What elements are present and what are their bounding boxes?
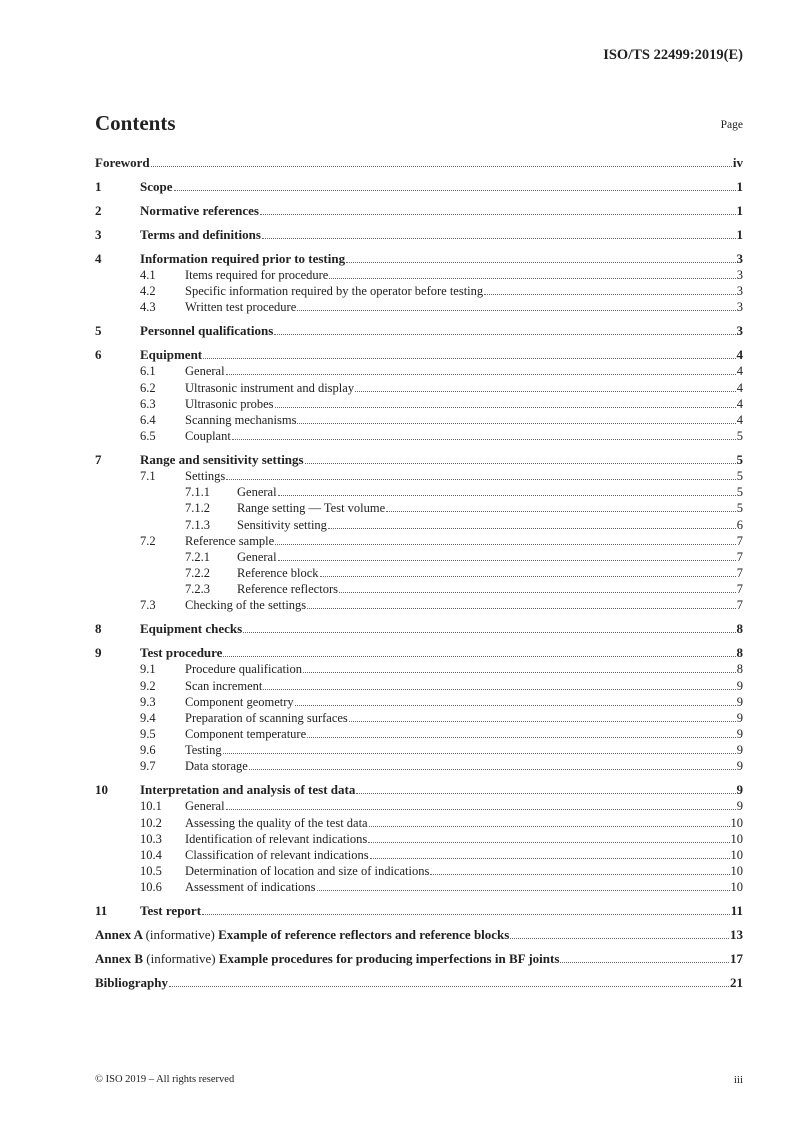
toc-entry-title: Preparation of scanning surfaces [185, 710, 348, 725]
toc-entry-page: 10 [730, 831, 743, 846]
toc-entry[interactable] [95, 847, 743, 863]
toc-entry-title: Normative references [140, 202, 259, 218]
toc-entry[interactable] [95, 742, 743, 758]
toc-entry-page: 4 [736, 347, 743, 363]
dot-leader [328, 527, 736, 529]
toc-entry-number: 11 [95, 903, 108, 919]
dot-leader [355, 390, 736, 392]
toc-entry-number: 9.4 [140, 710, 156, 725]
dot-leader [169, 985, 729, 987]
toc-entry-page: 8 [736, 662, 743, 677]
dot-leader [226, 373, 736, 375]
toc-entry-title: Assessing the quality of the test data [185, 815, 368, 830]
toc-entry-page: 1 [736, 226, 743, 242]
toc-entry-page: 5 [736, 501, 743, 516]
dot-leader [484, 293, 736, 295]
toc-entry[interactable] [95, 975, 743, 991]
toc-entry-number: 7.2.3 [185, 582, 210, 597]
toc-entry[interactable] [95, 452, 743, 468]
toc-entry-title: Items required for procedure [185, 268, 329, 283]
toc-entry-title [95, 927, 509, 943]
toc-entry[interactable] [95, 396, 743, 412]
toc-entry[interactable] [95, 299, 743, 315]
dot-leader [320, 575, 736, 577]
toc-entry[interactable] [95, 283, 743, 299]
toc-entry-number: 7.1.3 [185, 517, 210, 532]
toc-entry-page: 8 [736, 621, 743, 637]
dot-leader [226, 808, 736, 810]
dot-leader [243, 631, 735, 633]
toc-entry-number: 6 [95, 347, 102, 363]
toc-entry[interactable] [95, 203, 743, 219]
dot-leader [368, 841, 729, 843]
toc-entry[interactable] [95, 323, 743, 339]
toc-entry-title: Reference reflectors [237, 582, 338, 597]
toc-entry-page: 8 [736, 645, 743, 661]
toc-entry-number: 8 [95, 621, 102, 637]
toc-entry-number: 9.7 [140, 759, 156, 774]
toc-entry-page: 1 [736, 202, 743, 218]
dot-leader [174, 189, 736, 191]
dot-leader [249, 768, 736, 770]
toc-entry-number: 4.3 [140, 300, 156, 315]
toc-entry-number: 6.4 [140, 412, 156, 427]
toc-entry-title: Testing [185, 743, 222, 758]
dot-leader [510, 937, 729, 939]
toc-entry[interactable] [95, 661, 743, 677]
toc-entry-page: 13 [730, 927, 743, 943]
toc-entry-title: Sensitivity setting [237, 517, 327, 532]
toc-entry[interactable] [95, 726, 743, 742]
toc-entry-number: 7.1.1 [185, 485, 210, 500]
dot-leader [317, 889, 730, 891]
toc-entry-page: 21 [730, 975, 743, 990]
toc-entry-number: 4.1 [140, 268, 156, 283]
toc-entry-title: Range setting — Test volume [237, 501, 386, 516]
toc-entry-page: 3 [736, 323, 743, 339]
toc-entry-title: Terms and definitions [140, 226, 261, 242]
toc-entry-title: Determination of location and size of indications [185, 863, 430, 878]
toc-entry-number: 5 [95, 323, 102, 339]
toc-entry[interactable] [95, 710, 743, 726]
annex-label: Annex A [95, 927, 143, 943]
toc-entry-title: Scope [140, 178, 173, 194]
toc-entry[interactable] [95, 517, 743, 533]
toc-entry-title: Scanning mechanisms [185, 412, 297, 427]
annex-label: Annex B [95, 951, 144, 967]
toc-entry-number: 7 [95, 452, 102, 468]
toc-entry-page: 3 [736, 268, 743, 283]
toc-entry-page: iv [732, 155, 743, 170]
toc-entry-number: 6.3 [140, 396, 156, 411]
toc-entry-title: Equipment [140, 347, 203, 363]
toc-entry-number: 7.2.2 [185, 566, 210, 580]
toc-entry-title: Foreword [95, 155, 150, 170]
toc-entry-page: 11 [730, 903, 743, 919]
toc-entry[interactable] [95, 468, 743, 484]
toc-entry-number: 9.2 [140, 678, 156, 693]
toc-entry-page: 3 [736, 300, 743, 315]
toc-entry-page: 17 [730, 951, 743, 967]
toc-entry-number: 10 [95, 782, 108, 798]
toc-entry-page: 4 [736, 380, 743, 395]
toc-entry-page: 9 [736, 743, 743, 758]
toc-entry-title [95, 951, 559, 967]
toc-entry-page: 9 [736, 710, 743, 725]
toc-entry[interactable] [95, 179, 743, 195]
toc-entry-number: 7.3 [140, 598, 156, 613]
toc-entry-number: 10.6 [140, 880, 162, 895]
toc-entry-title: Written test procedure [185, 300, 297, 315]
toc-entry[interactable] [95, 428, 743, 444]
toc-entry-number: 6.5 [140, 429, 156, 444]
toc-entry-number: 9.6 [140, 743, 156, 758]
toc-entry-title: General [185, 799, 225, 814]
toc-entry-title: Procedure qualification [185, 662, 302, 677]
dot-leader [223, 752, 736, 754]
toc-entry-title: Test report [140, 903, 202, 919]
toc-entry[interactable] [95, 500, 743, 516]
toc-entry-page: 5 [736, 429, 743, 444]
dot-leader [295, 704, 736, 706]
toc-entry-page: 4 [736, 396, 743, 411]
toc-entry[interactable] [95, 533, 743, 549]
toc-entry-number: 9.3 [140, 694, 156, 709]
toc-entry-title: General [237, 549, 277, 564]
dot-leader [262, 237, 736, 239]
toc-entry[interactable] [95, 951, 743, 967]
toc-entry-page: 5 [736, 469, 743, 484]
copyright-notice: © ISO 2019 – All rights reserved [95, 1074, 235, 1085]
toc-entry-number: 9.5 [140, 726, 156, 741]
toc-entry-number: 10.3 [140, 831, 162, 846]
toc-entry[interactable] [95, 798, 743, 814]
toc-entry-title: Bibliography [95, 975, 168, 990]
toc-entry[interactable] [95, 831, 743, 847]
toc-entry-title: Test procedure [140, 645, 223, 661]
toc-entry-page: 10 [730, 880, 743, 895]
toc-entry-page: 10 [730, 847, 743, 862]
dot-leader [297, 309, 735, 311]
toc-entry-number: 9.1 [140, 662, 156, 677]
dot-leader [278, 559, 736, 561]
document-id: ISO/TS 22499:2019(E) [603, 47, 743, 63]
page-title: Contents [95, 111, 176, 135]
page-column-label: Page [720, 119, 743, 131]
annex-title: Example of reference reflectors and reference blocks [218, 927, 510, 943]
dot-leader [226, 478, 735, 480]
toc-entry-page: 7 [736, 598, 743, 613]
toc-entry-number: 7.1.2 [185, 501, 210, 516]
toc-entry-number: 9 [95, 645, 102, 661]
dot-leader [560, 961, 729, 963]
toc-entry-page: 9 [736, 678, 743, 693]
toc-entry-title: Reference sample [185, 533, 275, 548]
toc-entry-number: 10.4 [140, 847, 162, 862]
toc-entry-page: 6 [736, 517, 743, 532]
toc-entry[interactable] [95, 863, 743, 879]
toc-entry-title: Component temperature [185, 726, 307, 741]
toc-entry[interactable] [95, 412, 743, 428]
toc-entry[interactable] [95, 782, 743, 798]
toc-entry-page: 5 [736, 452, 743, 468]
toc-entry[interactable] [95, 267, 743, 283]
toc-entry-page: 9 [736, 759, 743, 774]
dot-leader [223, 655, 735, 657]
toc-entry[interactable] [95, 565, 743, 581]
dot-leader [386, 510, 736, 512]
dot-leader [232, 438, 736, 440]
toc-entry-title: General [237, 485, 277, 500]
toc-entry-page: 9 [736, 726, 743, 741]
toc-entry-page: 7 [736, 566, 743, 580]
toc-entry[interactable] [95, 621, 743, 637]
annex-title: Example procedures for producing imperfections in BF joints [218, 951, 560, 967]
dot-leader [329, 277, 735, 279]
toc-entry[interactable] [95, 645, 743, 661]
toc-entry-number: 6.1 [140, 364, 156, 379]
toc-entry-title: Reference block [237, 566, 319, 580]
toc-entry-number: 10.2 [140, 815, 162, 830]
toc-entry-title: Classification of relevant indications [185, 847, 369, 862]
toc-entry[interactable] [95, 155, 743, 171]
toc-entry[interactable] [95, 347, 743, 363]
toc-entry-number: 6.2 [140, 380, 156, 395]
toc-entry-number: 1 [95, 178, 102, 194]
toc-entry-title: Personnel qualifications [140, 323, 274, 339]
toc-entry-number: 7.2.1 [185, 549, 210, 564]
table-of-contents [95, 155, 743, 991]
toc-entry-number: 7.2 [140, 533, 156, 548]
toc-entry[interactable] [95, 597, 743, 613]
toc-entry-page: 3 [736, 284, 743, 299]
toc-entry-title: Scan increment [185, 678, 263, 693]
toc-entry-page: 9 [736, 799, 743, 814]
toc-entry[interactable] [95, 927, 743, 943]
toc-entry-number: 10.5 [140, 863, 162, 878]
dot-leader [370, 857, 730, 859]
toc-entry-page: 7 [736, 582, 743, 597]
toc-entry-title: Component geometry [185, 694, 294, 709]
dot-leader [307, 736, 736, 738]
toc-entry-title: Range and sensitivity settings [140, 452, 304, 468]
toc-entry[interactable] [95, 903, 743, 919]
dot-leader [275, 543, 736, 545]
dot-leader [202, 913, 730, 915]
dot-leader [151, 165, 732, 167]
dot-leader [349, 720, 736, 722]
toc-entry[interactable] [95, 380, 743, 396]
toc-entry-title: Specific information required by the operator before testing [185, 284, 484, 299]
toc-entry-number: 4.2 [140, 284, 156, 299]
toc-entry-title: Data storage [185, 759, 248, 774]
dot-leader [307, 607, 736, 609]
toc-entry-title: Couplant [185, 429, 231, 444]
toc-entry-title: Assessment of indications [185, 880, 316, 895]
toc-entry-page: 10 [730, 815, 743, 830]
toc-entry[interactable] [95, 879, 743, 895]
dot-leader [275, 406, 736, 408]
toc-entry-number: 3 [95, 226, 102, 242]
toc-entry-title: Identification of relevant indications [185, 831, 368, 846]
toc-entry[interactable] [95, 484, 743, 500]
toc-entry[interactable] [95, 549, 743, 565]
toc-entry-title: General [185, 364, 225, 379]
toc-entry-title: Interpretation and analysis of test data [140, 782, 356, 798]
toc-entry-page: 7 [736, 549, 743, 564]
toc-entry-title: Equipment checks [140, 621, 243, 637]
toc-entry-page: 9 [736, 782, 743, 798]
dot-leader [430, 873, 729, 875]
toc-entry[interactable] [95, 251, 743, 267]
toc-entry-page: 1 [736, 178, 743, 194]
dot-leader [297, 422, 735, 424]
toc-entry-title: Ultrasonic instrument and display [185, 380, 355, 395]
toc-entry-number: 10.1 [140, 799, 162, 814]
dot-leader [278, 494, 736, 496]
toc-entry-page: 7 [736, 533, 743, 548]
annex-qualifier: (informative) [146, 951, 216, 967]
toc-entry-page: 4 [736, 412, 743, 427]
toc-entry-page: 10 [730, 863, 743, 878]
dot-leader [356, 792, 735, 794]
toc-entry-title: Checking of the settings [185, 598, 307, 613]
toc-entry-page: 9 [736, 694, 743, 709]
dot-leader [203, 357, 735, 359]
toc-entry-number: 4 [95, 250, 102, 266]
dot-leader [369, 825, 730, 827]
toc-entry-page: 3 [736, 250, 743, 266]
page-number: iii [733, 1074, 743, 1086]
dot-leader [303, 671, 736, 673]
dot-leader [339, 591, 736, 593]
toc-entry[interactable] [95, 694, 743, 710]
toc-entry[interactable] [95, 678, 743, 694]
dot-leader [260, 213, 736, 215]
dot-leader [305, 462, 736, 464]
toc-entry-page: 4 [736, 364, 743, 379]
toc-entry-title: Ultrasonic probes [185, 396, 274, 411]
toc-entry[interactable] [95, 227, 743, 243]
dot-leader [346, 261, 735, 263]
dot-leader [274, 333, 735, 335]
toc-entry[interactable] [95, 581, 743, 597]
toc-entry[interactable] [95, 758, 743, 774]
annex-qualifier: (informative) [145, 927, 215, 943]
toc-entry-number: 2 [95, 202, 102, 218]
toc-entry-title: Settings [185, 469, 226, 484]
toc-entry[interactable] [95, 363, 743, 379]
dot-leader [263, 688, 735, 690]
toc-entry[interactable] [95, 815, 743, 831]
toc-entry-title: Information required prior to testing [140, 250, 346, 266]
toc-entry-number: 7.1 [140, 469, 156, 484]
toc-entry-page: 5 [736, 485, 743, 500]
